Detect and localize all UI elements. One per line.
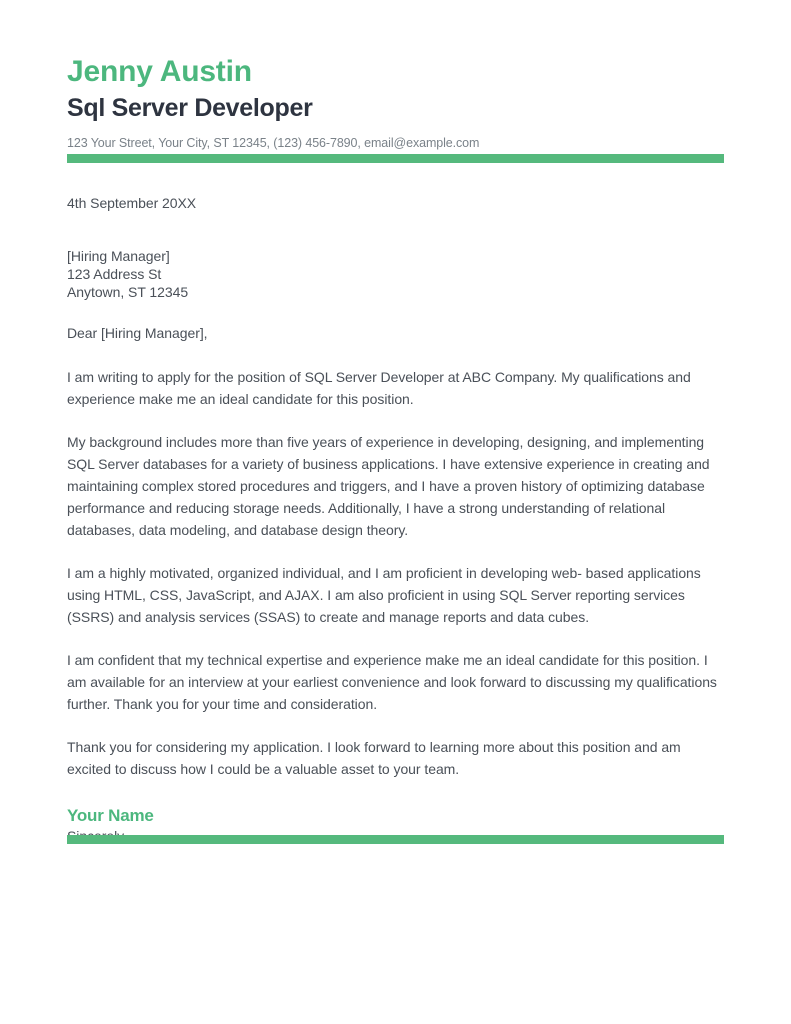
recipient-name: [Hiring Manager] — [67, 248, 170, 264]
recipient-city-state-zip: Anytown, ST 12345 — [67, 284, 189, 300]
header-divider-bar — [67, 154, 724, 163]
signature-block — [67, 806, 724, 844]
body-paragraph-3: I am a highly motivated, organized individual, and I am proficient in developing web- based applications using HTML, CSS, JavaScript, and AJAX. I am also proficient in using SQL Server reporting services (SSRS) and analysis services (SSAS) to create and manage reports and data cubes. — [67, 565, 701, 625]
footer-divider-bar — [67, 835, 724, 844]
recipient-address-block — [67, 247, 724, 301]
letter-header — [67, 0, 724, 163]
letter-date: 4th September 20XX — [67, 195, 197, 211]
body-paragraph-2: My background includes more than five years of experience in developing, designing, and implementing SQL Server databases for a variety of business applications. I have extensive experience in creating and maintaining complex stored procedures and triggers, and I have a proven history of optimizing database performance and reducing storage needs. Additionally, I have a strong understanding of relational databases, data modeling, and database design theory. — [67, 434, 710, 538]
applicant-name: Jenny Austin — [67, 55, 252, 88]
body-paragraph-4: I am confident that my technical expertise and experience make me an ideal candidate for this position. I am available for an interview at your earliest convenience and look forward to discussing my qualifications further. Thank you for your time and consideration. — [67, 652, 717, 712]
recipient-street: 123 Address St — [67, 266, 162, 282]
letter-body — [67, 163, 724, 847]
job-title: Sql Server Developer — [67, 94, 313, 122]
body-paragraph-1: I am writing to apply for the position of SQL Server Developer at ABC Company. My qualifications and experience make me an ideal candidate for this position. — [67, 369, 691, 407]
salutation: Dear [Hiring Manager], — [67, 325, 208, 341]
signature-name: Your Name — [67, 806, 154, 825]
contact-line: 123 Your Street, Your City, ST 12345, (123) 456-7890, email@example.com — [67, 135, 480, 150]
body-paragraph-5: Thank you for considering my application. I look forward to learning more about this position and am excited to discuss how I could be a valuable asset to your team. — [67, 739, 681, 777]
